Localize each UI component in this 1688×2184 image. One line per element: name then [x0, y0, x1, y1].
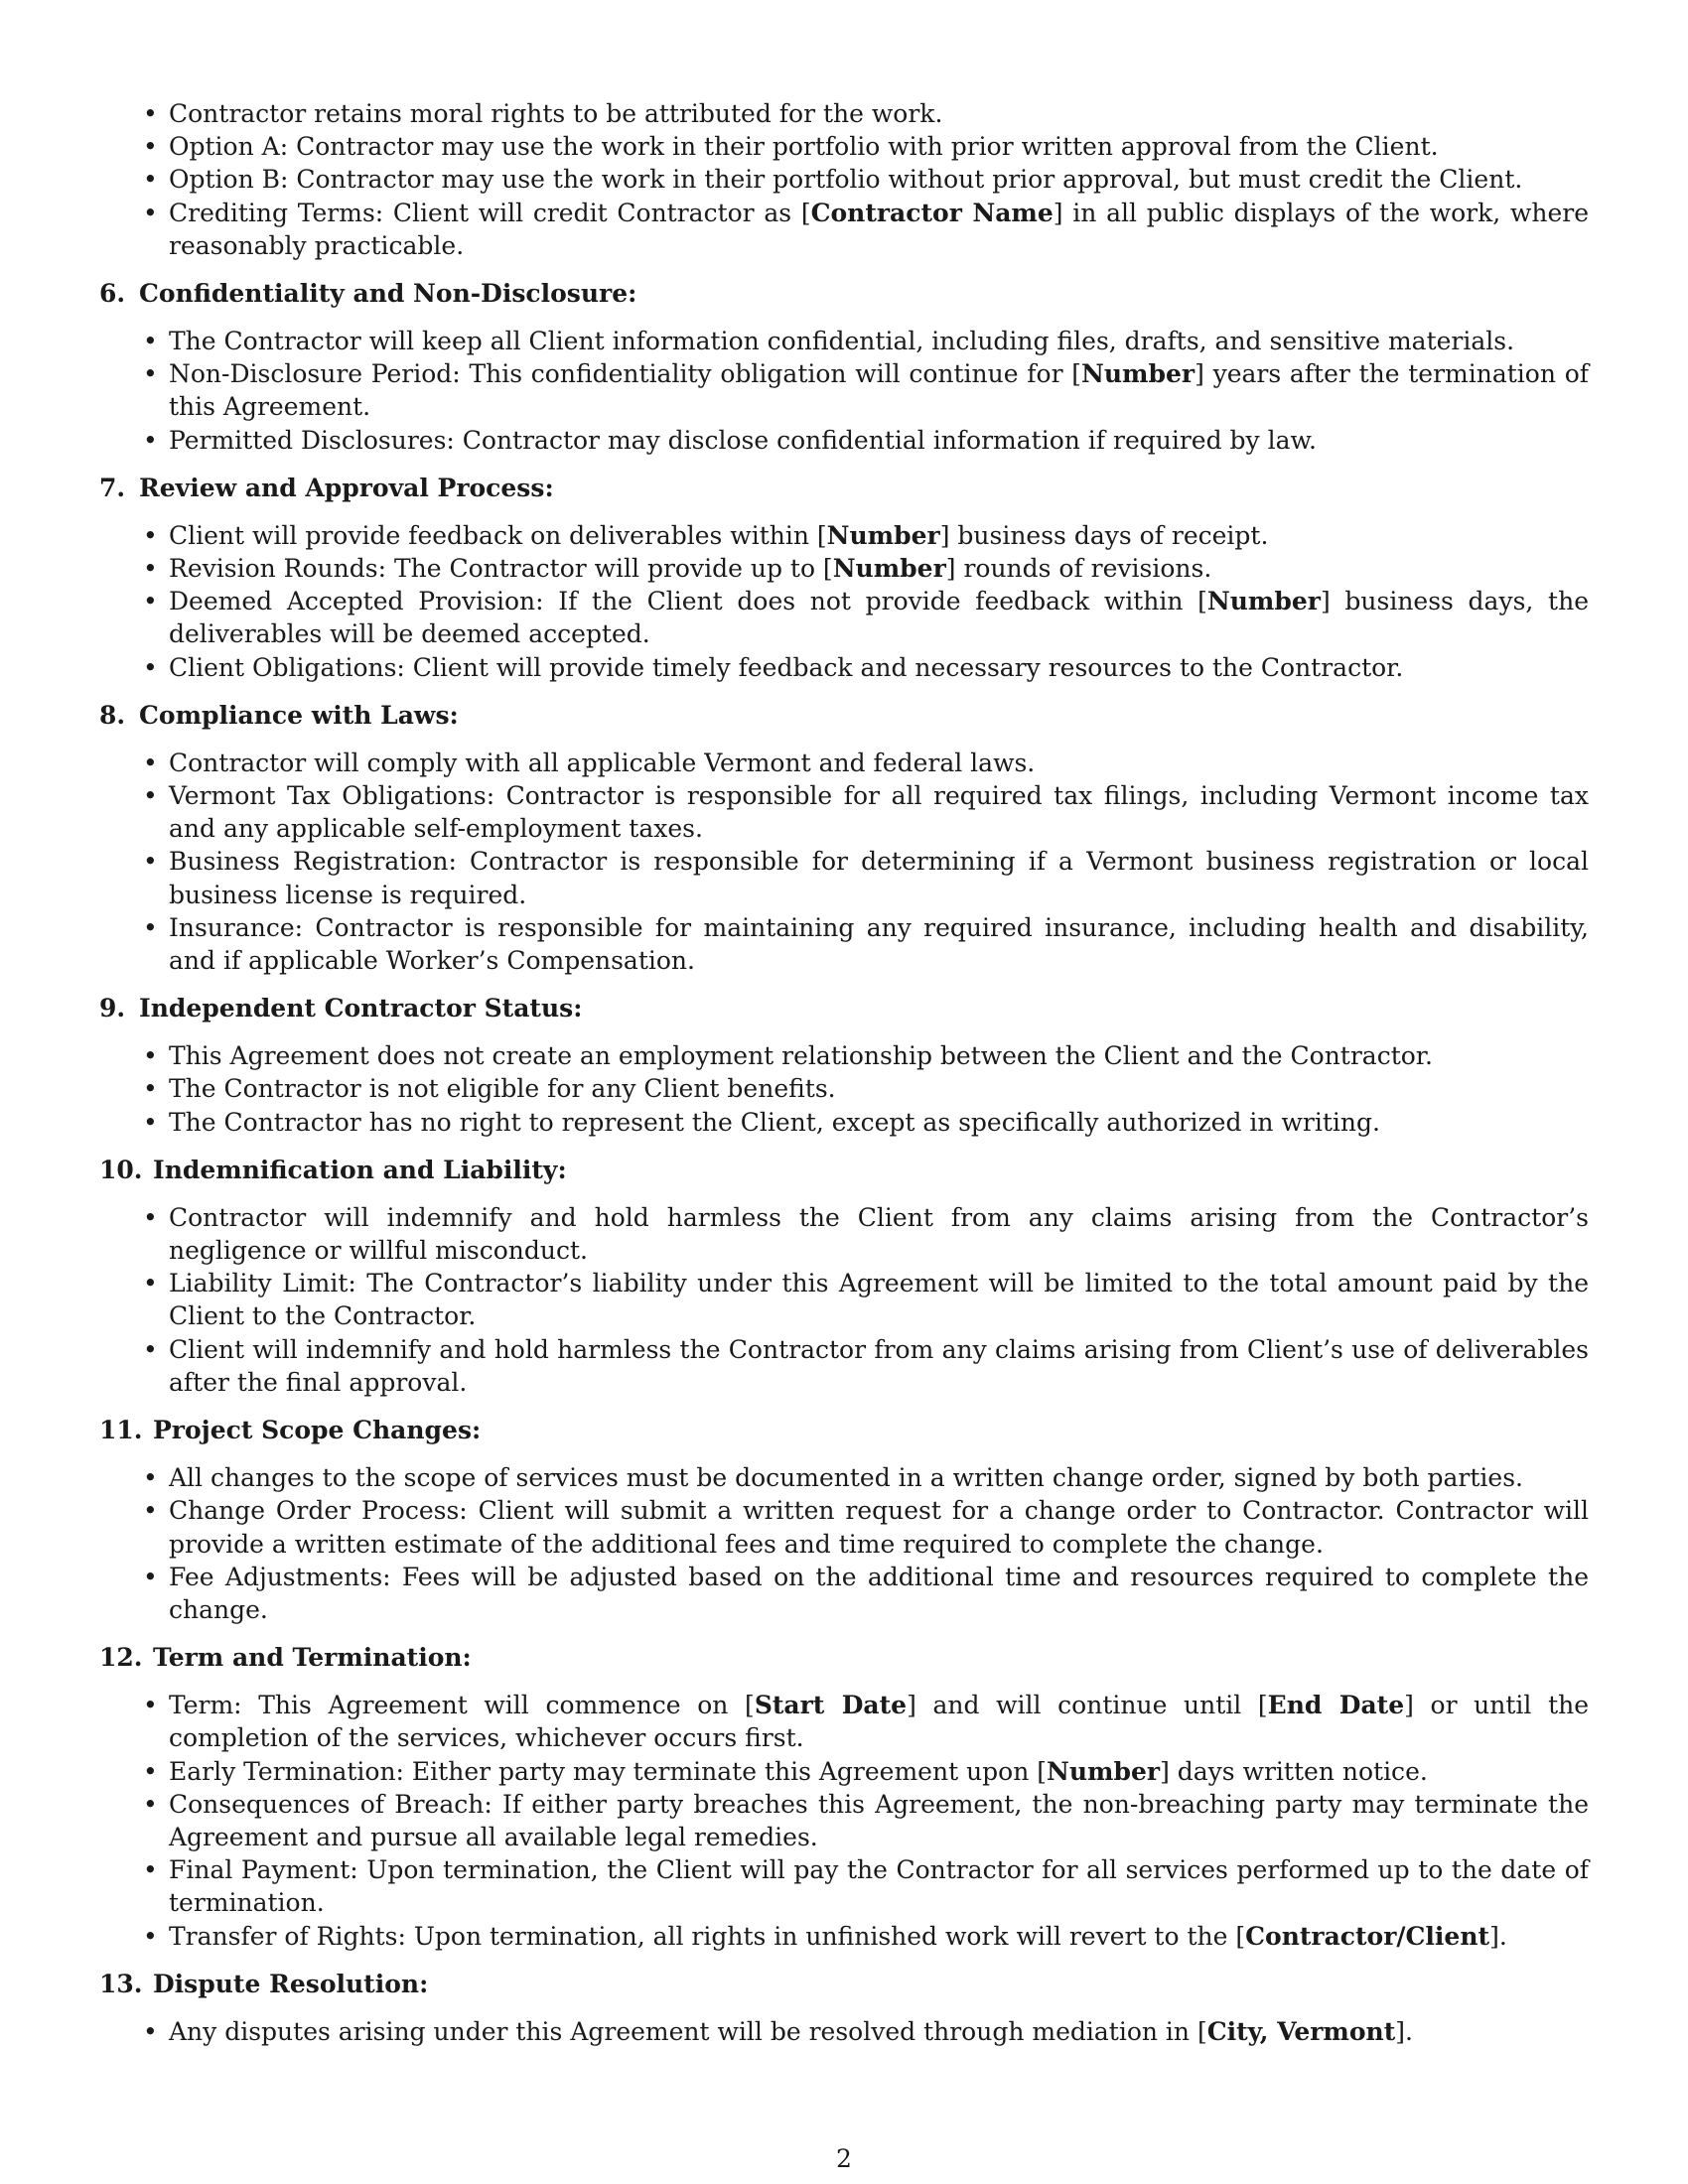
section-number: 6.: [99, 279, 126, 309]
item-text: Permitted Disclosures: Contractor may disclose confidential information if required by law.: [169, 425, 1317, 455]
item-text: Term: This Agreement will commence on [: [169, 1691, 755, 1720]
section-bullet-list: [99, 1201, 1589, 1399]
list-item: [169, 325, 1589, 357]
item-text: Client Obligations: Client will provide timely feedback and necessary resources to the Contractor.: [169, 652, 1404, 682]
placeholder-field: Number: [1081, 359, 1196, 389]
item-text: Change Order Process: Client will submit a written request for a change order to Contractor. Contractor will provide a written estimate of the additional fees and time required to complete the change.: [169, 1496, 1589, 1559]
section-heading: [99, 1154, 1589, 1186]
section-title: Review and Approval Process:: [139, 473, 554, 502]
list-item: [169, 130, 1589, 163]
list-item: [169, 911, 1589, 977]
item-text: Crediting Terms: Client will credit Contractor as [: [169, 198, 811, 227]
section-heading: [99, 472, 1589, 504]
placeholder-field: End Date: [1267, 1691, 1405, 1720]
section-number: 7.: [99, 473, 126, 502]
item-text: Non-Disclosure Period: This confidentiality obligation will continue for [: [169, 359, 1082, 389]
list-item: [169, 357, 1589, 423]
list-item: [169, 424, 1589, 457]
item-text: Transfer of Rights: Upon termination, all rights in unfinished work will revert to the [: [169, 1921, 1246, 1951]
list-item: [169, 1561, 1589, 1626]
item-text: The Contractor has no right to represent the Client, except as specifically authorized in writing.: [169, 1107, 1380, 1137]
section-heading: [99, 1641, 1589, 1674]
item-text: ].: [1395, 2016, 1413, 2046]
placeholder-field: Start Date: [754, 1691, 908, 1720]
list-item: [169, 163, 1589, 196]
list-item: [169, 845, 1589, 910]
item-text: Client will provide feedback on deliverables within [: [169, 520, 827, 550]
section-heading: [99, 992, 1589, 1024]
intro-bullet-list: [99, 97, 1589, 262]
section-title: Project Scope Changes:: [153, 1416, 482, 1445]
list-item: [169, 1494, 1589, 1560]
item-text: The Contractor will keep all Client information confidential, including files, drafts, and sensitive materials.: [169, 327, 1515, 356]
sections-container: [99, 277, 1589, 2048]
section-bullet-list: [99, 325, 1589, 457]
list-item: [169, 651, 1589, 684]
item-text: Early Termination: Either party may terminate this Agreement upon [: [169, 1756, 1048, 1786]
item-text: This Agreement does not create an employment relationship between the Client and the Contractor.: [169, 1041, 1433, 1071]
section-bullet-list: [99, 747, 1589, 977]
placeholder-field: Contractor/Client: [1245, 1921, 1490, 1951]
item-text: ] business days of receipt.: [939, 520, 1269, 550]
item-text: Insurance: Contractor is responsible for maintaining any required insurance, including health and disability, and if applicable Worker’s Compensation.: [169, 912, 1589, 976]
item-text: Contractor will comply with all applicable Vermont and federal laws.: [169, 748, 1036, 777]
item-text: Business Registration: Contractor is responsible for determining if a Vermont business registration or local business license is required.: [169, 847, 1589, 909]
item-text: Option B: Contractor may use the work in their portfolio without prior approval, but must credit the Client.: [169, 165, 1523, 195]
section-heading: [99, 1968, 1589, 2000]
section-number: 8.: [99, 700, 126, 730]
item-text: Any disputes arising under this Agreement will be resolved through mediation in [: [169, 2016, 1207, 2046]
list-item: [169, 97, 1589, 130]
section-title: Indemnification and Liability:: [153, 1155, 567, 1184]
list-item: [169, 1920, 1589, 1953]
section-bullet-list: [99, 2015, 1589, 2048]
list-item: [169, 197, 1589, 262]
item-text: Revision Rounds: The Contractor will provide up to [: [169, 554, 833, 584]
item-text: Contractor retains moral rights to be attributed for the work.: [169, 99, 943, 128]
list-item: [169, 519, 1589, 552]
item-text: The Contractor is not eligible for any Client benefits.: [169, 1074, 836, 1104]
item-text: ] or until the completion of the services, whichever occurs first.: [169, 1691, 1590, 1753]
list-item: [169, 1039, 1589, 1072]
placeholder-field: Number: [1047, 1756, 1161, 1786]
item-text: ] and will continue until [: [907, 1691, 1268, 1720]
list-item: [169, 747, 1589, 779]
placeholder-field: City, Vermont: [1206, 2016, 1396, 2046]
placeholder-field: Number: [832, 554, 946, 584]
placeholder-field: Contractor Name: [810, 198, 1054, 227]
item-text: Fee Adjustments: Fees will be adjusted based on the additional time and resources required to complete the change.: [169, 1562, 1589, 1624]
item-text: Contractor will indemnify and hold harmless the Client from any claims arising from the Contractor’s negligence or willful misconduct.: [169, 1202, 1589, 1266]
list-item: [169, 1788, 1589, 1853]
list-item: [169, 1106, 1589, 1139]
section-heading: [99, 1414, 1589, 1446]
section-bullet-list: [99, 1689, 1589, 1953]
item-text: ] rounds of revisions.: [945, 554, 1212, 584]
page-number: 2: [836, 2144, 852, 2173]
item-text: Deemed Accepted Provision: If the Client does not provide feedback within [: [169, 587, 1207, 616]
item-text: Client will indemnify and hold harmless the Contractor from any claims arising from Client’s use of deliverables after the final approval.: [169, 1334, 1589, 1397]
item-text: Consequences of Breach: If either party breaches this Agreement, the non-breaching party may terminate the Agreement and pursue all available legal remedies.: [169, 1789, 1589, 1851]
list-item: [169, 1201, 1589, 1267]
section-title: Compliance with Laws:: [139, 700, 459, 730]
list-item: [169, 552, 1589, 585]
section-bullet-list: [99, 1461, 1589, 1626]
item-text: All changes to the scope of services must be documented in a written change order, signed by both parties.: [169, 1463, 1523, 1493]
list-item: [169, 2015, 1589, 2048]
list-item: [169, 1267, 1589, 1332]
section-number: 12.: [99, 1643, 143, 1673]
item-text: ] years after the termination of this Agreement.: [169, 359, 1589, 422]
section-bullet-list: [99, 519, 1589, 684]
list-item: [169, 1689, 1589, 1754]
list-item: [169, 1755, 1589, 1788]
section-title: Term and Termination:: [153, 1643, 472, 1673]
section-heading: [99, 277, 1589, 310]
section-title: Confidentiality and Non-Disclosure:: [139, 279, 637, 309]
placeholder-field: Number: [826, 520, 940, 550]
list-item: [169, 1333, 1589, 1399]
section-number: 10.: [99, 1155, 143, 1184]
section-title: Independent Contractor Status:: [139, 994, 583, 1024]
item-text: Option A: Contractor may use the work in their portfolio with prior written approval from the Client.: [169, 132, 1439, 162]
section-bullet-list: [99, 1039, 1589, 1139]
list-item: [169, 1461, 1589, 1494]
list-item: [169, 1853, 1589, 1919]
placeholder-field: Number: [1206, 587, 1321, 616]
section-number: 9.: [99, 994, 126, 1024]
list-item: [169, 1072, 1589, 1105]
item-text: Vermont Tax Obligations: Contractor is responsible for all required tax filings, including Vermont income tax and any applicable self-employment taxes.: [169, 781, 1589, 844]
list-item: [169, 779, 1589, 845]
section-heading: [99, 699, 1589, 732]
list-item: [169, 585, 1589, 650]
item-text: ] business days, the deliverables will be deemed accepted.: [169, 587, 1589, 649]
item-text: Liability Limit: The Contractor’s liability under this Agreement will be limited to the total amount paid by the Client to the Contractor.: [169, 1269, 1589, 1331]
section-title: Dispute Resolution:: [153, 1969, 429, 1998]
section-number: 11.: [99, 1416, 143, 1445]
item-text: Final Payment: Upon termination, the Client will pay the Contractor for all services performed up to the date of termination.: [169, 1855, 1589, 1918]
document-body: [99, 97, 1589, 2048]
item-text: ] days written notice.: [1160, 1756, 1428, 1786]
item-text: ].: [1489, 1921, 1507, 1951]
section-number: 13.: [99, 1969, 143, 1998]
item-text: ] in all public displays of the work, where reasonably practicable.: [169, 198, 1589, 260]
